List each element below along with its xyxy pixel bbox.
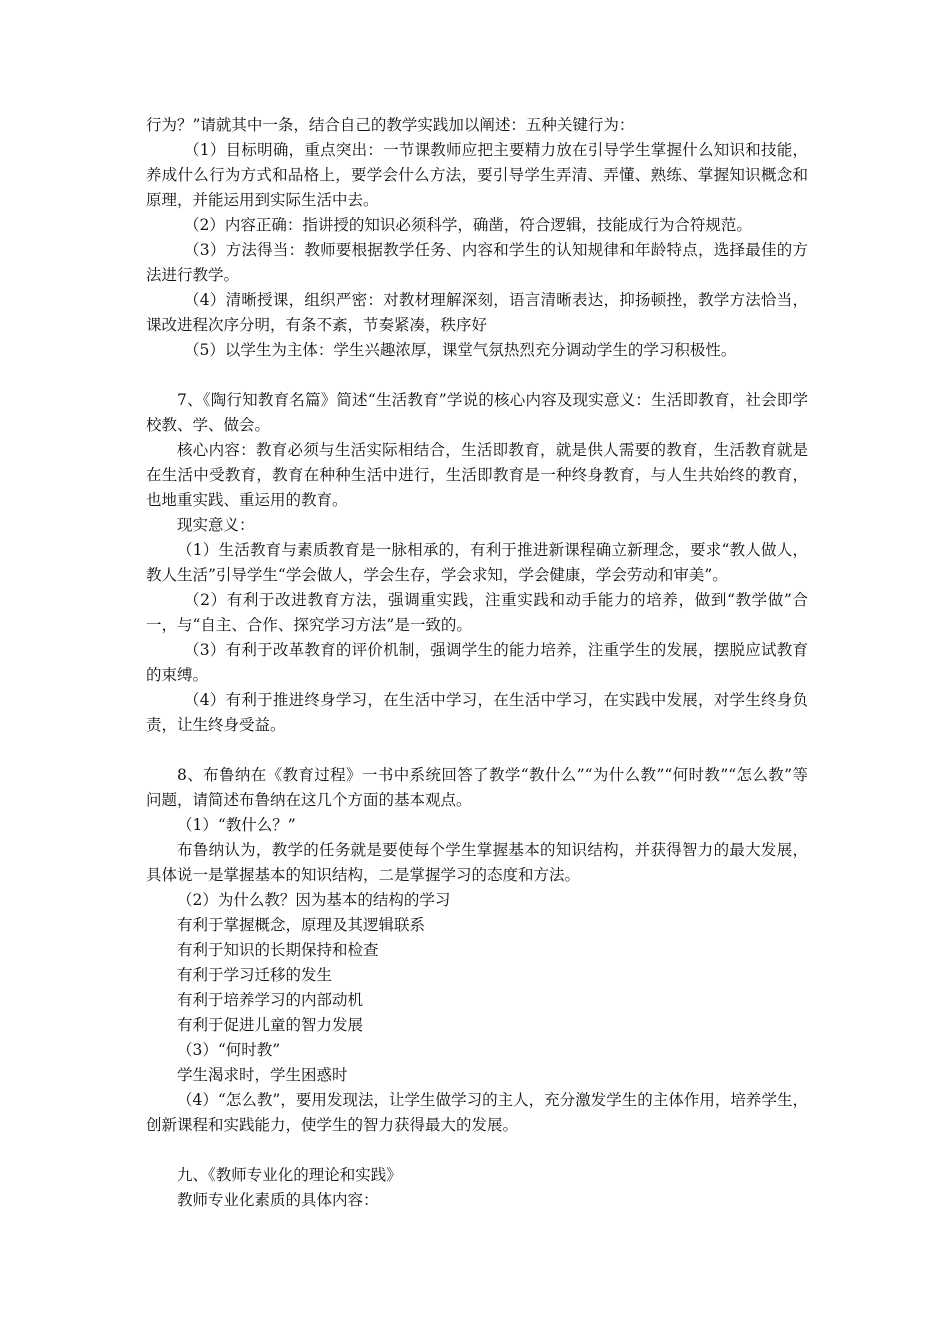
paragraph: 有利于掌握概念，原理及其逻辑联系 (177, 916, 426, 934)
paragraph: （5）以学生为主体：学生兴趣浓厚，课堂气氛热烈充分调动学生的学习积极性。 (184, 341, 737, 359)
paragraph: 现实意义： (177, 516, 255, 534)
paragraph: 教师专业化素质的具体内容： (177, 1191, 379, 1209)
blank-line (146, 363, 808, 388)
paragraph: 布鲁纳认为，教学的任务就是要使每个学生掌握基本的知识结构，并获得智力的最大发展，具体说一是掌握基本的知识结构，二是掌握学习的态度和方法。 (146, 841, 808, 884)
paragraph: （1）“教什么？” (177, 816, 296, 834)
paragraph: 有利于培养学习的内部动机 (177, 991, 364, 1009)
paragraph: 有利于促进儿童的智力发展 (177, 1016, 364, 1034)
paragraph: （3）“何时教” (177, 1041, 281, 1059)
paragraph: （2）为什么教？因为基本的结构的学习 (177, 891, 451, 909)
blank-line (146, 738, 808, 763)
paragraph: （1）生活教育与素质教育是一脉相承的，有利于推进新课程确立新理念，要求“教人做人，教人生活”引导学生“学会做人，学会生存，学会求知，学会健康，学会劳动和审美”。 (146, 541, 808, 584)
paragraph: （4）清晰授课，组织严密：对教材理解深刻，语言清晰表达，抑扬顿挫，教学方法恰当，课改进程次序分明，有条不紊，节奏紧凑，秩序好 (146, 291, 808, 334)
paragraph: 核心内容：教育必须与生活实际相结合，生活即教育，就是供人需要的教育，生活教育就是在生活中受教育，教育在种种生活中进行，生活即教育是一种终身教育，与人生共始终的教育，也地重实践、重运用的教育。 (146, 441, 808, 509)
paragraph: （2）有利于改进教育方法，强调重实践，注重实践和动手能力的培养，做到“教学做”合一，与“自主、合作、探究学习方法”是一致的。 (146, 591, 808, 634)
paragraph: （2）内容正确：指讲授的知识必须科学，确凿，符合逻辑，技能成行为合符规范。 (184, 216, 752, 234)
paragraph: （3）方法得当：教师要根据教学任务、内容和学生的认知规律和年龄特点，选择最佳的方法进行教学。 (146, 241, 808, 284)
paragraph: （4）“怎么教”，要用发现法，让学生做学习的主人，充分激发学生的主体作用，培养学生，创新课程和实践能力，使学生的智力获得最大的发展。 (146, 1091, 808, 1134)
paragraph: 行为？”请就其中一条，结合自己的教学实践加以阐述：五种关键行为： (146, 116, 635, 134)
paragraph: （4）有利于推进终身学习，在生活中学习，在生活中学习，在实践中发展，对学生终身负责，让生终身受益。 (146, 691, 808, 734)
paragraph: 有利于知识的长期保持和检查 (177, 941, 379, 959)
paragraph: 九、《教师专业化的理论和实践》 (177, 1166, 402, 1184)
document-body (146, 113, 808, 1213)
paragraph: 8、布鲁纳在《教育过程》一书中系统回答了教学“教什么”“为什么教”“何时教”“怎么教”等问题，请简述布鲁纳在这几个方面的基本观点。 (146, 766, 808, 809)
paragraph: 学生渴求时，学生困惑时 (177, 1066, 348, 1084)
blank-line (146, 1138, 808, 1163)
paragraph: 有利于学习迁移的发生 (177, 966, 333, 984)
paragraph: （3）有利于改革教育的评价机制，强调学生的能力培养，注重学生的发展，摆脱应试教育的束缚。 (146, 641, 808, 684)
paragraph: 7、《陶行知教育名篇》简述“生活教育”学说的核心内容及现实意义：生活即教育，社会即学校教、学、做会。 (146, 391, 808, 434)
paragraph: （1）目标明确，重点突出：一节课教师应把主要精力放在引导学生掌握什么知识和技能，养成什么行为方式和品格上，要学会什么方法，要引导学生弄清、弄懂、熟练、掌握知识概念和原理，并能运用到实际生活中去。 (146, 141, 808, 209)
